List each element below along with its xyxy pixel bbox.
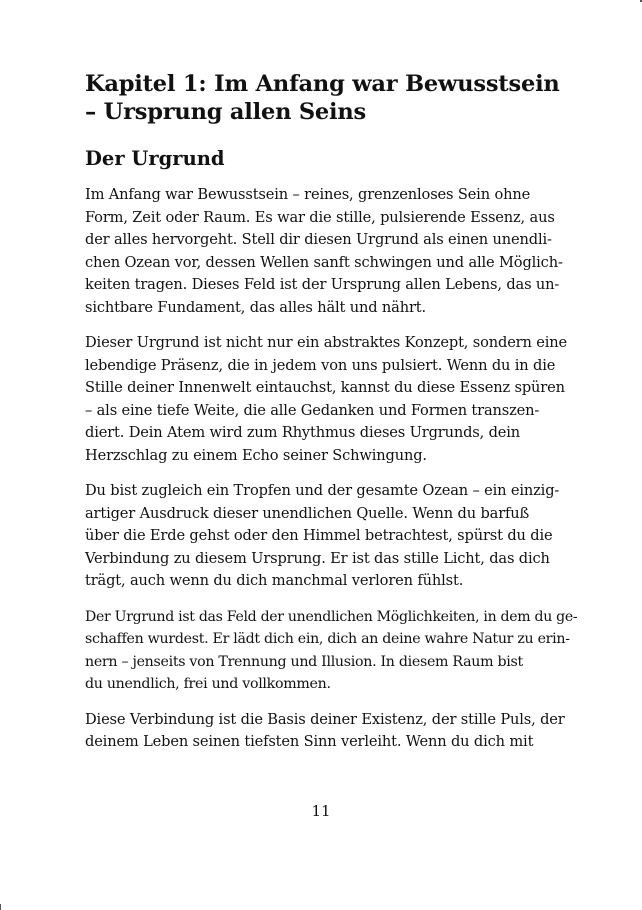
text-line: Form, Zeit oder Raum. Es war die stille, pulsierende Essenz, aus xyxy=(85,208,555,226)
text-line: lebendige Präsenz, die in jedem von uns pulsiert. Wenn du in die xyxy=(85,356,556,374)
page-number: 11 xyxy=(311,802,331,820)
text-line: artiger Ausdruck dieser unendlichen Quelle. Wenn du barfuß xyxy=(85,504,530,522)
chapter-title-line: Kapitel 1: Im Anfang war Bewusstsein xyxy=(85,71,560,97)
text-line: Du bist zugleich ein Tropfen und der gesamte Ozean – ein einzig- xyxy=(85,482,560,499)
text-line: über die Erde gehst oder den Himmel betrachtest, spürst du die xyxy=(85,527,553,544)
paragraph xyxy=(85,184,577,319)
text-line: nern – jenseits von Trennung und Illusion. In diesem Raum bist xyxy=(85,653,523,670)
page-corner-mark xyxy=(0,904,1,910)
text-line: keiten tragen. Dieses Feld ist der Ursprung allen Lebens, das un- xyxy=(85,276,560,293)
text-line: Dieser Urgrund ist nicht nur ein abstraktes Konzept, sondern eine xyxy=(85,334,567,351)
text-line: schaffen wurdest. Er lädt dich ein, dich an deine wahre Natur zu erin- xyxy=(85,631,570,647)
text-line: chen Ozean vor, dessen Wellen sanft schwingen und alle Möglich- xyxy=(85,253,563,271)
text-line: der alles hervorgeht. Stell dir diesen Urgrund als einen unendli- xyxy=(85,231,552,248)
text-line: Herzschlag zu einem Echo seiner Schwingung. xyxy=(85,446,427,464)
text-line: Stille deiner Innenwelt eintauchst, kannst du diese Essenz spüren xyxy=(85,379,565,396)
text-line: Diese Verbindung ist die Basis deiner Existenz, der stille Puls, der xyxy=(85,710,565,728)
text-line: du unendlich, frei und vollkommen. xyxy=(85,676,331,692)
text-line: – als eine tiefe Weite, die alle Gedanken und Formen transzen- xyxy=(85,401,540,419)
text-line: deinem Leben seinen tiefsten Sinn verleiht. Wenn du dich mit xyxy=(85,733,534,750)
text-line: Im Anfang war Bewusstsein – reines, grenzenloses Sein ohne xyxy=(85,186,531,203)
chapter-title xyxy=(85,70,577,126)
paragraph xyxy=(85,332,577,467)
text-line: trägt, auch wenn du dich manchmal verloren fühlst. xyxy=(85,572,464,589)
paragraph xyxy=(85,606,577,696)
section-heading: Der Urgrund xyxy=(85,147,225,170)
text-line: diert. Dein Atem wird zum Rhythmus dieses Urgrunds, dein xyxy=(85,424,521,441)
chapter-title-line: – Ursprung allen Seins xyxy=(85,99,367,125)
paragraph xyxy=(85,709,577,754)
page-content xyxy=(85,70,577,754)
text-line: sichtbare Fundament, das alles hält und nährt. xyxy=(85,298,426,316)
text-line: Der Urgrund ist das Feld der unendlichen Möglichkeiten, in dem du ge- xyxy=(85,608,578,625)
paragraph xyxy=(85,480,577,593)
text-line: Verbindung zu diesem Ursprung. Er ist das stille Licht, das dich xyxy=(85,549,550,567)
